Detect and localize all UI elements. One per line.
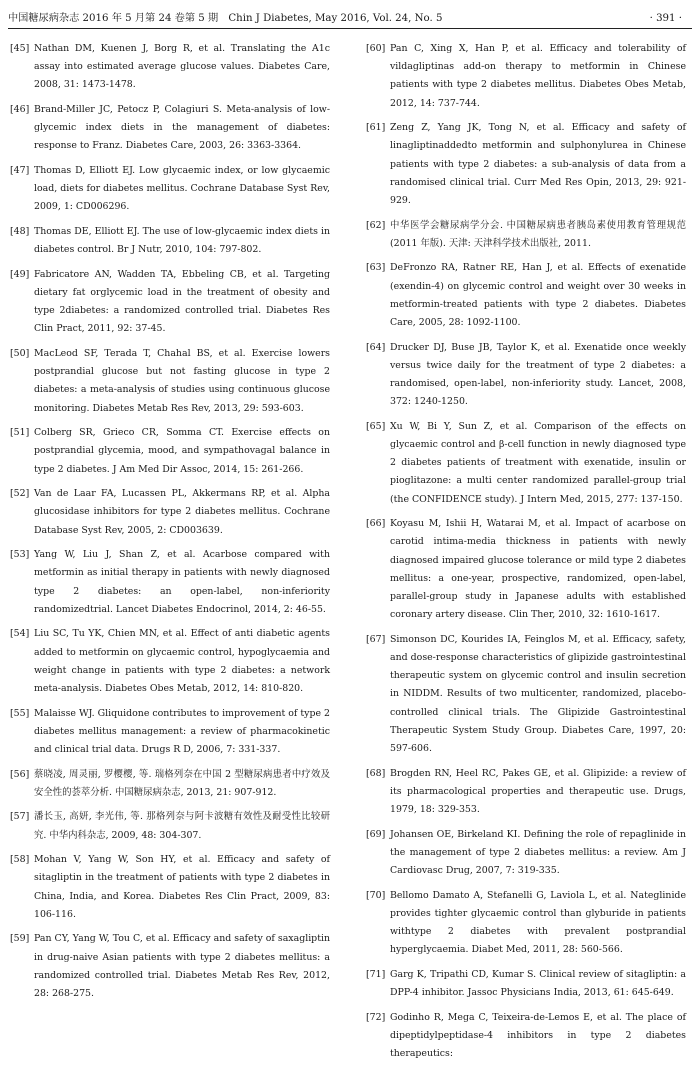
reference-column-right [366,40,686,1070]
reference-item [366,966,686,1002]
reference-number: [47] [10,165,30,176]
reference-item [366,40,686,113]
reference-item [10,345,330,418]
reference-number: [61] [366,122,386,134]
reference-item [10,851,330,924]
reference-column-left [10,40,330,1010]
reference-item [366,339,686,412]
reference-item [10,705,330,760]
reference-text: Brogden RN, Heel RC, Pakes GE, et al. Glipizide: a review of its pharmacological properties and therapeutic use. Drugs, 1979, 18: 329-353. [390,767,686,816]
reference-item [10,808,330,844]
reference-item [10,101,330,156]
reference-item [366,826,686,881]
reference-item [10,266,330,339]
reference-text: Xu W, Bi Y, Sun Z, et al. Comparison of the effects on glycaemic control and β-cell function in newly diagnosed type 2 diabetes patients of treatment with exenatide, insulin or pioglitazone: a multi center randomized parallel-group trial (the CONFIDENCE study). J Intern Med, 2015, 277: 137-150. [390,420,686,505]
reference-text: 蔡晓凌, 周灵丽, 罗樱樱, 等. 瑞格列奈在中国 2 型糖尿病患者中疗效及安全性的荟萃分析. 中国糖尿病杂志, 2013, 21: 907-912. [34,768,330,798]
reference-item [10,546,330,619]
reference-text: Brand-Miller JC, Petocz P, Colagiuri S. Meta-analysis of low-glycemic index diets in the management of diabetes: response to Franz. Diabetes Care, 2003, 26: 3363-3364. [34,104,330,152]
reference-number: [63] [366,262,386,274]
running-header [8,10,692,29]
reference-number: [54] [10,628,30,640]
reference-text: Drucker DJ, Buse JB, Taylor K, et al. Exenatide once weekly versus twice daily for the treatment of type 2 diabetes: a randomised, open-label, non-inferiority study. Lancet, 2008, 372: 1240-1250. [390,341,686,408]
reference-item [366,217,686,253]
reference-text: 潘长玉, 高妍, 李光伟, 等. 那格列奈与阿卡波糖有效性及耐受性比较研究. 中华内科杂志, 2009, 48: 304-307. [34,811,330,841]
reference-number: [71] [366,968,386,980]
reference-number: [52] [10,488,30,500]
reference-text: Bellomo Damato A, Stefanelli G, Laviola L, et al. Nateglinide provides tighter glycaemic control than glyburide in patients withtype 2 diabetes with prevalent postprandial hyperglycaemia. Diabet Med, 2011, 28: 560-566. [390,889,686,956]
reference-number: [67] [366,633,386,645]
reference-item [10,40,330,95]
reference-text: Pan C, Xing X, Han P, et al. Efficacy and tolerability of vildagliptinas add-on therapy to metformin in Chinese patients with type 2 diabetes mellitus. Diabetes Obes Metab, 2012, 14: 737-744. [390,43,686,109]
reference-number: [69] [366,828,386,840]
reference-item [10,625,330,698]
page-number: · 391 · [649,13,682,24]
reference-text: Mohan V, Yang W, Son HY, et al. Efficacy and safety of sitagliptin in the treatment of patients with type 2 diabetes in China, India, and Korea. Diabetes Res Clin Pract, 2009, 83: 106-116. [34,854,330,920]
reference-item [366,631,686,758]
reference-item [366,887,686,960]
reference-item [366,119,686,210]
reference-item [10,162,330,217]
reference-item [10,485,330,540]
reference-number: [62] [366,219,386,231]
reference-item [366,259,686,332]
reference-text: Pan CY, Yang W, Tou C, et al. Efficacy and safety of saxagliptin in drug-naive Asian patients with type 2 diabetes mellitus: a randomized controlled trial. Diabetes Metab Res Rev, 2012, 28: 268-275. [34,933,330,1000]
reference-text: Malaisse WJ. Gliquidone contributes to improvement of type 2 diabetes mellitus management: a review of pharmacokinetic and clinical trial data. Drugs R D, 2006, 7: 331-337. [34,707,330,756]
reference-number: [48] [10,226,30,237]
reference-text: Koyasu M, Ishii H, Watarai M, et al. Impact of acarbose on carotid intima-media thickness in patients with newly diagnosed impaired glucose tolerance or mild type 2 diabetes mellitus: a one-year, prospective, randomized, open-label, parallel-group study in Japanese adults with established coronary artery disease. Clin Ther, 2010, 32: 1610-1617. [390,518,686,621]
reference-text: DeFronzo RA, Ratner RE, Han J, et al. Effects of exenatide (exendin-4) on glycemic control and weight over 30 weeks in metformin-treated patients with type 2 diabetes. Diabetes Care, 2005, 28: 1092-1100. [390,262,686,329]
reference-item [10,223,330,259]
reference-text: Yang W, Liu J, Shan Z, et al. Acarbose compared with metformin as initial therapy in patients with newly diagnosed type 2 diabetes: an open-label, non-inferiority randomizedtrial. Lancet Diabetes Endocrinol, 2014, 2: 46-55. [34,549,330,615]
reference-text: Simonson DC, Kourides IA, Feinglos M, et al. Efficacy, safety, and dose-response characteristics of glipizide gastrointestinal therapeutic system on glycemic control and insulin secretion in NIDDM. Results of two multicenter, randomized, placebo-controlled clinical trials. The Glipizide Gastrointestinal Therapeutic System Study Group. Diabetes Care, 1997, 20: 597-606. [390,633,686,755]
journal-citation-line: 中国糖尿病杂志 2016 年 5 月第 24 卷第 5 期 Chin J Diabetes, May 2016, Vol. 24, No. 5 [8,13,443,24]
reference-number: [59] [10,933,30,945]
reference-text: Nathan DM, Kuenen J, Borg R, et al. Translating the A1c assay into estimated average glucose values. Diabetes Care, 2008, 31: 1473-1478. [34,43,330,91]
reference-text: Fabricatore AN, Wadden TA, Ebbeling CB, et al. Targeting dietary fat orglycemic load in the treatment of obesity and type 2diabetes: a randomized controlled trial. Diabetes Res Clin Pract, 2011, 92: 37-45. [34,268,330,335]
reference-number: [56] [10,768,30,780]
reference-text: Van de Laar FA, Lucassen PL, Akkermans RP, et al. Alpha glucosidase inhibitors for type 2 diabetes mellitus. Cochrane Database Syst Rev, 2005, 2: CD003639. [34,488,330,536]
reference-item [366,418,686,509]
reference-number: [51] [10,427,30,439]
reference-number: [46] [10,104,30,115]
reference-text: Godinho R, Mega C, Teixeira-de-Lemos E, et al. The place of dipeptidylpeptidase-4 inhibitors in type 2 diabetes therapeutics: [390,1011,686,1060]
reference-item [10,766,330,802]
reference-item [10,930,330,1003]
reference-text: Zeng Z, Yang JK, Tong N, et al. Efficacy and safety of linagliptinaddedto metformin and sulphonylurea in Chinese patients with type 2 diabetes: a sub-analysis of data from a randomised clinical trial. Curr Med Res Opin, 2013, 29: 921-929. [390,122,686,207]
reference-number: [49] [10,268,30,280]
reference-text: Thomas D, Elliott EJ. Low glycaemic index, or low glycaemic load, diets for diabetes mellitus. Cochrane Database Syst Rev, 2009, 1: CD006296. [34,165,330,213]
reference-text: MacLeod SF, Terada T, Chahal BS, et al. Exercise lowers postprandial glucose but not fasting glucose in type 2 diabetes: a meta-analysis of studies using continuous glucose monitoring. Diabetes Metab Res Rev, 2013, 29: 593-603. [34,348,330,414]
reference-item [366,515,686,624]
reference-text: Liu SC, Tu YK, Chien MN, et al. Effect of anti diabetic agents added to metformin on glycaemic control, hypoglycaemia and weight change in patients with type 2 diabetes: a network meta-analysis. Diabetes Obes Metab, 2012, 14: 810-820. [34,628,330,695]
reference-number: [50] [10,348,30,359]
reference-number: [68] [366,767,386,779]
reference-item [366,1009,686,1064]
reference-number: [57] [10,811,30,823]
reference-number: [70] [366,889,386,901]
reference-text: Johansen OE, Birkeland KI. Defining the role of repaglinide in the management of type 2 diabetes mellitus: a review. Am J Cardiovasc Drug, 2007, 7: 319-335. [390,828,686,877]
reference-number: [55] [10,707,30,719]
reference-item [10,424,330,479]
reference-item [366,765,686,820]
reference-number: [64] [366,341,386,353]
reference-number: [66] [366,518,386,530]
reference-text: Thomas DE, Elliott EJ. The use of low-glycaemic index diets in diabetes control. Br J Nutr, 2010, 104: 797-802. [34,226,330,256]
reference-number: [65] [366,420,386,432]
reference-text: 中华医学会糖尿病学分会. 中国糖尿病患者胰岛素使用教育管理规范(2011 年版). 天津: 天津科学技术出版社, 2011. [390,219,686,249]
reference-number: [60] [366,43,386,54]
reference-text: Colberg SR, Grieco CR, Somma CT. Exercise effects on postprandial glycemia, mood, and sympathovagal balance in type 2 diabetes. J Am Med Dir Assoc, 2014, 15: 261-266. [34,427,330,475]
reference-text: Garg K, Tripathi CD, Kumar S. Clinical review of sitagliptin: a DPP-4 inhibitor. Jassoc Physicians India, 2013, 61: 645-649. [390,968,686,999]
reference-number: [58] [10,854,30,866]
reference-number: [45] [10,43,30,54]
reference-number: [72] [366,1011,386,1023]
reference-number: [53] [10,549,30,561]
